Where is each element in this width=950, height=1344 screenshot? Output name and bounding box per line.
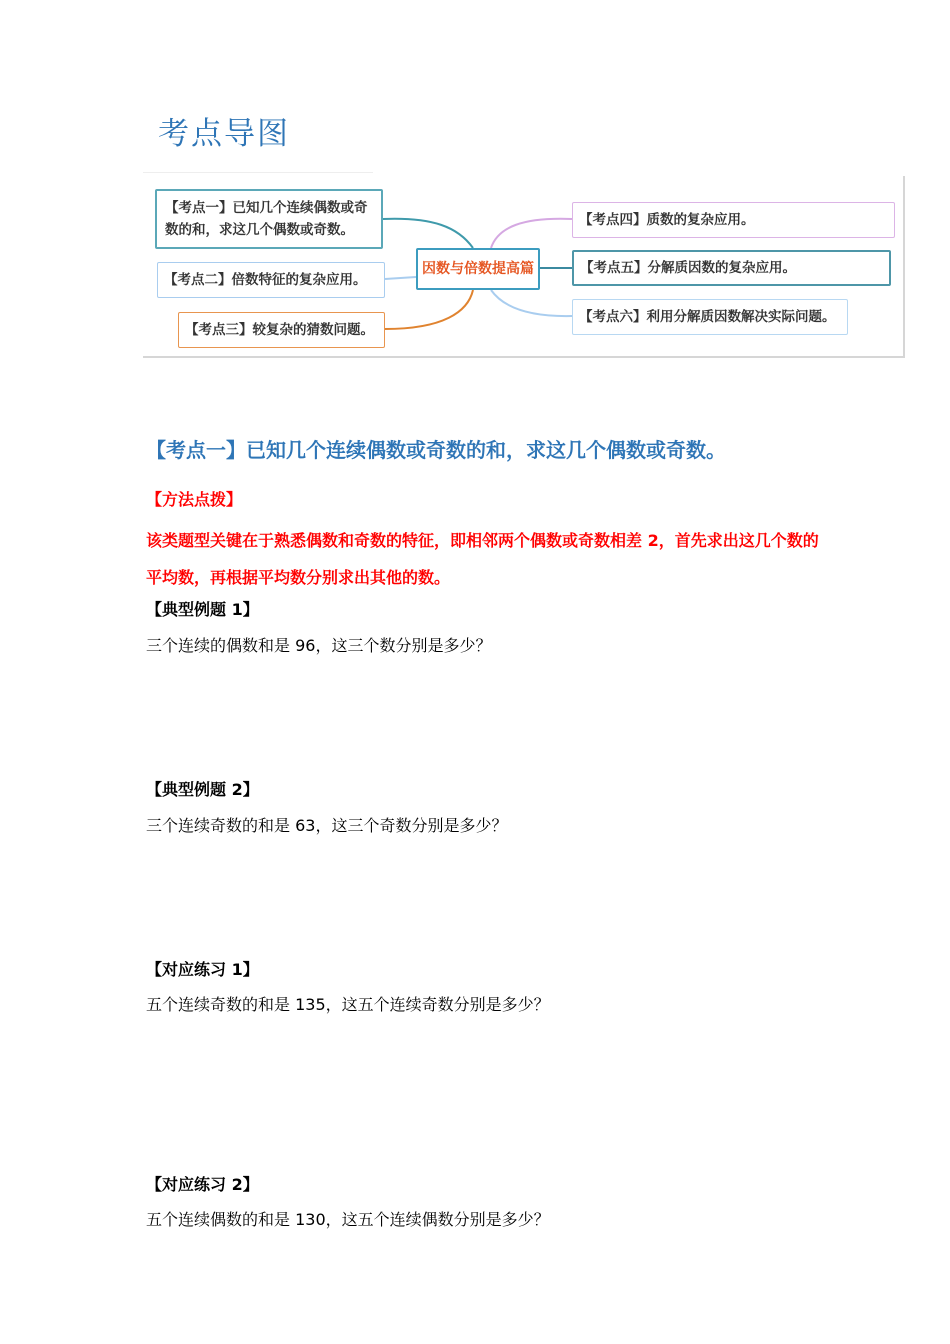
mind-map-node-2: 【考点二】倍数特征的复杂应用。 [157, 262, 385, 298]
mind-map-node-6: 【考点六】利用分解质因数解决实际问题。 [572, 299, 848, 335]
practice-2-label: 【对应练习 2】 [146, 1175, 259, 1194]
mind-map-node-4: 【考点四】质数的复杂应用。 [572, 202, 895, 238]
practice-1-label: 【对应练习 1】 [146, 960, 259, 979]
example-1-question: 三个连续的偶数和是 96，这三个数分别是多少？ [146, 636, 492, 655]
mind-map-node-1: 【考点一】已知几个连续偶数或奇数的和，求这几个偶数或奇数。 [155, 189, 383, 249]
example-1-label: 【典型例题 1】 [146, 600, 259, 619]
example-2-label: 【典型例题 2】 [146, 780, 259, 799]
practice-2-question: 五个连续偶数的和是 130，这五个连续偶数分别是多少？ [146, 1210, 550, 1229]
mind-map-node-3: 【考点三】较复杂的猜数问题。 [178, 312, 385, 348]
mind-map [143, 172, 905, 358]
page-title: 考点导图 [158, 116, 290, 152]
section-heading: 【考点一】已知几个连续偶数或奇数的和，求这几个偶数或奇数。 [146, 438, 726, 462]
example-2-question: 三个连续奇数的和是 63，这三个奇数分别是多少？ [146, 816, 508, 835]
mind-map-node-5: 【考点五】分解质因数的复杂应用。 [572, 250, 891, 286]
practice-1-question: 五个连续奇数的和是 135，这五个连续奇数分别是多少？ [146, 995, 550, 1014]
method-label: 【方法点拨】 [146, 490, 243, 509]
method-text: 该类题型关键在于熟悉偶数和奇数的特征，即相邻两个偶数或奇数相差 2，首先求出这几个数的平均数，再根据平均数分别求出其他的数。 [146, 531, 819, 587]
mind-map-center-node: 因数与倍数提高篇 [416, 248, 540, 290]
